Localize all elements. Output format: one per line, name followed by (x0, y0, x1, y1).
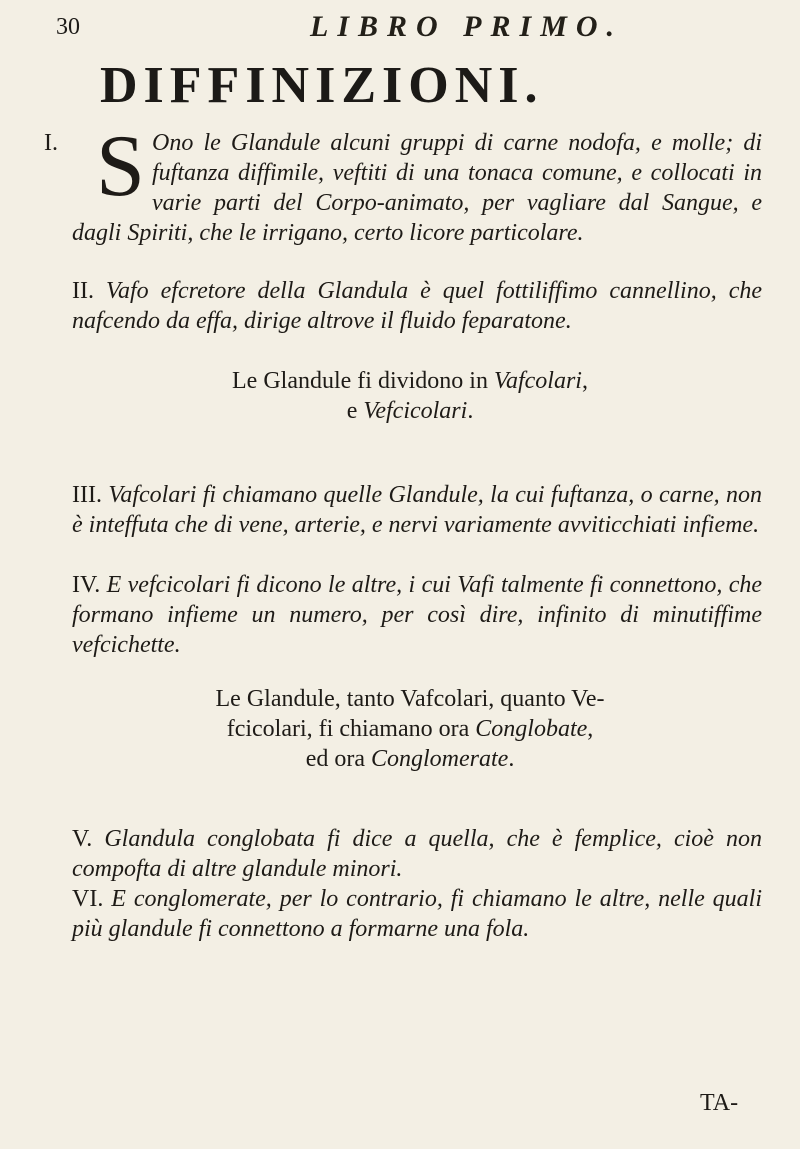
definition-number: I. (44, 130, 58, 156)
definition-4 (72, 570, 762, 660)
division-line (60, 744, 760, 774)
definition-text: Glandula conglobata fi dice a quella, che è femplice, cioè non compofta di altre glandule minori. (72, 826, 762, 882)
division-term: Vefcicolari (363, 398, 468, 424)
definition-6 (72, 884, 762, 944)
definition-3 (72, 480, 762, 540)
definition-number: IV. (72, 572, 101, 598)
division-punct: . (508, 746, 515, 772)
definition-text: Ono le Glandule alcuni gruppi di carne nodofa, e molle; di fuftanza diffimile, veftiti di una tonaca comune, e collocati in varie parti del Corpo-animato, per vagliare dal Sangue, e dagli Spiriti, che le irrigano, certo licore particolare. (72, 130, 762, 246)
division-punct: , (587, 716, 594, 742)
division-line (60, 396, 760, 426)
division-term: Conglomerate (370, 746, 509, 772)
running-head: LIBRO PRIMO. (310, 10, 624, 43)
division-line: Le Glandule, tanto Vafcolari, quanto Ve- (215, 686, 605, 712)
definition-number: II. (72, 278, 94, 304)
definition-number: V. (72, 826, 93, 852)
division-text: ed ora (305, 746, 371, 772)
definition-text: Vafo efcretore della Glandula è quel fottiliffimo cannellino, che nafcendo da effa, dirige altrove il fluido feparatone. (72, 278, 762, 334)
section-title: DIFFINIZIONI. (100, 57, 544, 114)
division-text: fcicolari, fi chiamano ora (226, 716, 476, 742)
division-text: e (346, 398, 364, 424)
definition-number: VI. (72, 886, 104, 912)
division-punct: . (467, 398, 474, 424)
definition-text: E vefcicolari fi dicono le altre, i cui Vafi talmente fi connettono, che formano infieme un numero, per così dire, infinito di minutiffime vefcichette. (72, 572, 762, 658)
catchword: TA- (700, 1090, 739, 1116)
division-punct: , (581, 368, 588, 394)
page-number: 30 (56, 14, 80, 40)
definition-1 (44, 118, 762, 248)
division-statement-2 (60, 684, 760, 774)
definition-text: E conglomerate, per lo contrario, fi chiamano le altre, nelle quali più glandule fi connettono a formarne una fola. (72, 886, 763, 942)
drop-cap: S (96, 118, 145, 215)
definition-2 (72, 276, 762, 336)
definition-text: Vafcolari fi chiamano quelle Glandule, la cui fuftanza, o carne, non è inteffuta che di vene, arterie, e nervi variamente avviticchiati infieme. (72, 482, 763, 538)
definition-number: III. (72, 482, 102, 508)
definition-5 (72, 824, 762, 884)
division-line (60, 714, 760, 744)
division-term: Conglobate (475, 716, 588, 742)
division-term: Vafcolari (493, 368, 582, 394)
division-line (60, 366, 760, 396)
division-text: Le Glandule fi dividono in (232, 368, 494, 394)
division-statement-1 (60, 366, 760, 426)
